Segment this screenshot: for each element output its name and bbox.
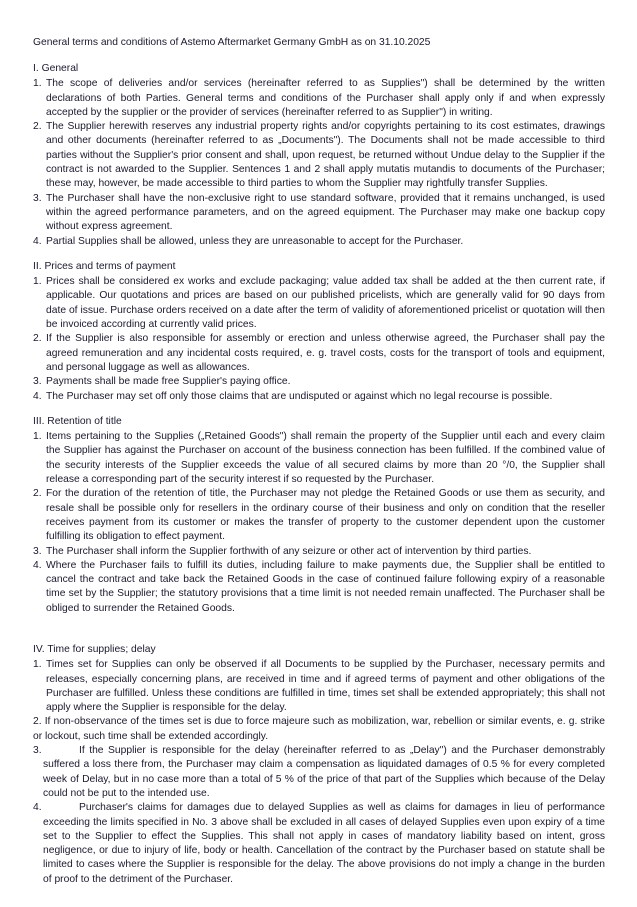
section-heading: IV. Time for supplies; delay bbox=[33, 643, 156, 655]
clause-item bbox=[33, 192, 605, 235]
clause-item bbox=[33, 658, 605, 715]
clause-number: 4. bbox=[33, 235, 42, 247]
clause-item bbox=[33, 744, 605, 801]
clause-text: Where the Purchaser fails to fulfill its duties, including failure to make payments due, the Supplier shall be entitled to cancel the contract and take back the Retained Goods in the case of continued failure following expiry of a reasonable time set by the Supplier; the statutory provisions that a time limit is not needed remain unaffected. The Purchaser shall be obliged to surrender the Retained Goods. bbox=[46, 559, 605, 614]
clause-number: 4. bbox=[33, 802, 42, 814]
clause-text: Items pertaining to the Supplies („Retained Goods") shall remain the property of the Supplier until each and every claim the Supplier has against the Purchaser on account of the business connection has been fulfilled. If the combined value of the security interests of the Supplier exceeds the value of all secured claims by more than 20 °/0, the Supplier shall release a corresponding part of the security interest if so requested by the Purchaser. bbox=[46, 431, 605, 486]
clause-list bbox=[33, 658, 605, 887]
clause-text: The scope of deliveries and/or services (hereinafter referred to as Supplies") shall be determined by the written declarations of both Parties. General terms and conditions of the Purchaser shall apply only if and when expressly accepted by the supplier or the provider of services (hereinafter referred to as Supplier") in writing. bbox=[46, 78, 605, 118]
clause-text: The Purchaser shall have the non-exclusive right to use standard software, provided that it remains unchanged, is used within the agreed performance parameters, and on the agreed equipment. The Purchaser may make one backup copy without express agreement. bbox=[46, 192, 605, 233]
clause-number: 4. bbox=[33, 390, 42, 402]
clause-number: 3. bbox=[33, 545, 42, 557]
clause-item bbox=[33, 559, 605, 616]
section-prices-and-terms-of-payment bbox=[33, 260, 605, 404]
clause-item bbox=[33, 275, 605, 332]
clause-item bbox=[33, 332, 605, 375]
section-general bbox=[33, 62, 605, 249]
clause-number: 2. bbox=[33, 333, 42, 345]
clause-list bbox=[33, 430, 605, 616]
section-time-for-supplies-delay bbox=[33, 643, 605, 887]
clause-number: 1. bbox=[33, 276, 42, 288]
clause-number: 1. bbox=[33, 78, 42, 90]
section-spacer bbox=[33, 627, 605, 643]
clause-item bbox=[33, 77, 605, 120]
clause-number: 2. bbox=[33, 716, 42, 728]
clause-text: If non-observance of the times set is due to force majeure such as mobilization, war, rebellion or similar events, e. g. strike or lockout, such time shall be extended accordingly. bbox=[33, 716, 605, 742]
clause-item bbox=[33, 430, 605, 487]
clause-text: Partial Supplies shall be allowed, unless they are unreasonable to accept for the Purchaser. bbox=[46, 235, 464, 247]
clause-item bbox=[33, 120, 605, 191]
clause-item bbox=[33, 715, 605, 744]
clause-text: Prices shall be considered ex works and exclude packaging; value added tax shall be added at the then current rate, if applicable. Our quotations and prices are based on our published pricelists, which are generally valid for 90 days from date of issue. Purchase orders received on a date after the term of validity of aforementioned pricelist or quotation will then be invoiced according at currently valid prices. bbox=[46, 276, 605, 331]
clause-item bbox=[33, 390, 605, 404]
clause-text: Purchaser's claims for damages due to delayed Supplies as well as claims for damages in lieu of performance exceeding the limits specified in No. 3 above shall be excluded in all cases of delayed Supplies even upon expiry of a time set to the Supplier to effect the Supplies. This shall not apply in cases of mandatory liability based on intent, gross negligence, or due to injury of life, body or health. Cancellation of the contract by the Purchaser based on statute shall be limited to cases where the Supplier is responsible for the delay. The above provisions do not imply a change in the burden of proof to the detriment of the Purchaser. bbox=[43, 802, 605, 885]
clause-text: For the duration of the retention of title, the Purchaser may not pledge the Retained Goods or use them as security, and resale shall be possible only for resellers in the ordinary course of their business and only on condition that the reseller receives payment from its customer or makes the transfer of property to the customer dependent upon the customer fulfilling its obligation to effect payment. bbox=[46, 488, 605, 543]
document-title: General terms and conditions of Astemo Aftermarket Germany GmbH as on 31.10.2025 bbox=[33, 37, 431, 48]
clause-number: 3. bbox=[33, 192, 42, 204]
section-retention-of-title bbox=[33, 415, 605, 616]
clause-number: 3. bbox=[33, 745, 42, 757]
clause-text: Payments shall be made free Supplier's paying office. bbox=[46, 376, 291, 388]
clause-item bbox=[33, 487, 605, 544]
clause-text: If the Supplier is responsible for the delay (hereinafter referred to as „Delay") and the Purchaser demonstrably suffered a loss there from, the Purchaser may claim a compensation as liquidated damages of 0.5 % for every completed week of Delay, but in no case more than a total of 5 % of the price of that part of the Supplies which because of the Delay could not be put to the intended use. bbox=[43, 745, 605, 799]
clause-item bbox=[33, 375, 605, 389]
clause-number: 3. bbox=[33, 376, 42, 388]
clause-list bbox=[33, 275, 605, 404]
clause-text: Times set for Supplies can only be observed if all Documents to be supplied by the Purchaser, necessary permits and releases, especially concerning plans, are received in time and if agreed terms of payment and other obligations of the Purchaser are fulfilled. Unless these conditions are fulfilled in time, times set shall be extended appropriately; this shall not apply where the Supplier is responsible for the delay. bbox=[46, 659, 605, 714]
clause-number: 4. bbox=[33, 559, 42, 571]
clause-number: 2. bbox=[33, 488, 42, 500]
section-heading: II. Prices and terms of payment bbox=[33, 260, 176, 272]
clause-list bbox=[33, 77, 605, 249]
clause-item bbox=[33, 235, 605, 249]
clause-text: The Supplier herewith reserves any industrial property rights and/or copyrights pertaining to its cost estimates, drawings and other documents (hereinafter referred to as „Documents"). The Documents shall not be made accessible to third parties without the Supplier's prior consent and shall, upon request, be returned without Undue delay to the Supplier if the contract is not awarded to the Supplier. Sentences 1 and 2 shall apply mutatis mutandis to documents of the Purchaser; these may, however, be made accessible to third parties to whom the Supplier may rightfully transfer Supplies. bbox=[46, 121, 605, 190]
clause-number: 2. bbox=[33, 121, 42, 133]
clause-text: The Purchaser shall inform the Supplier forthwith of any seizure or other act of intervention by third parties. bbox=[46, 545, 532, 557]
clause-text: If the Supplier is also responsible for assembly or erection and unless otherwise agreed, the Purchaser shall pay the agreed remuneration and any incidental costs required, e. g. travel costs, costs for the transport of tools and equipment, and personal luggage as well as allowances. bbox=[46, 333, 605, 373]
clause-item bbox=[33, 801, 605, 887]
section-heading: I. General bbox=[33, 63, 79, 74]
clause-number: 1. bbox=[33, 659, 42, 671]
section-heading: III. Retention of title bbox=[33, 415, 122, 427]
clause-number: 1. bbox=[33, 431, 42, 443]
clause-item bbox=[33, 545, 605, 559]
clause-text: The Purchaser may set off only those claims that are undisputed or against which no legal recourse is possible. bbox=[46, 390, 553, 402]
